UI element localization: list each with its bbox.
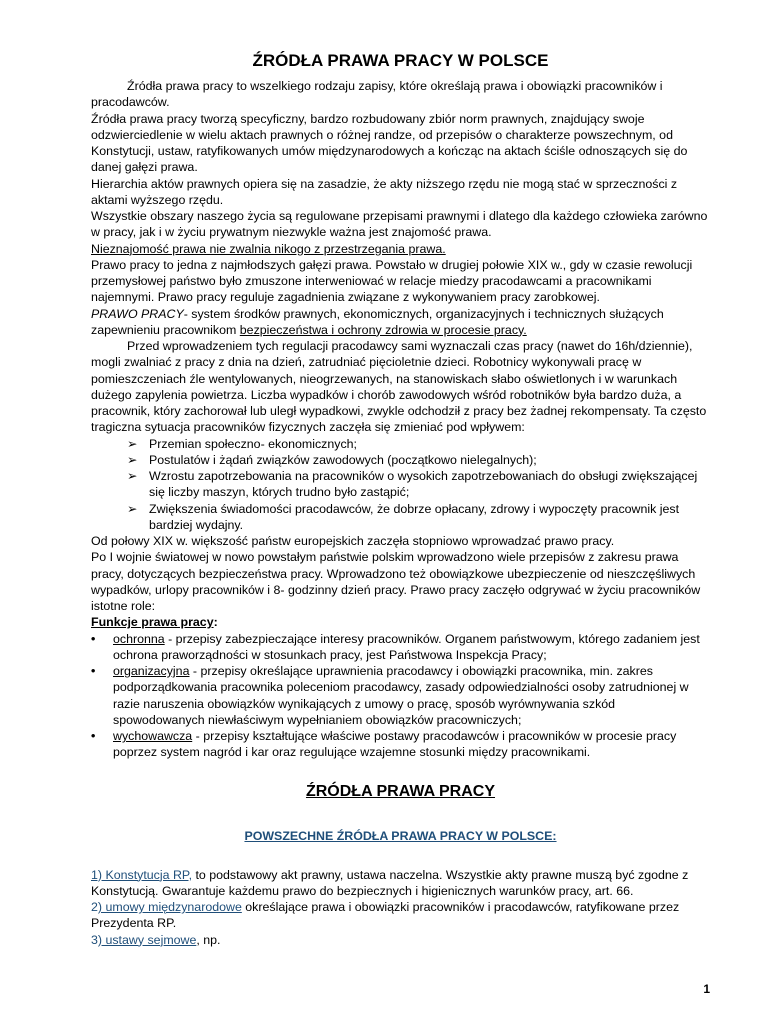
functions-heading: Funkcje prawa pracy: <box>91 615 218 630</box>
list-item: • ochronna - przepisy zabezpieczające interesy pracowników. Organem państwowym, którego zadaniem jest ochrona praworządności w stosunkach pracy, jest Państwowa Inspekcja Pracy; <box>91 631 700 662</box>
influences-list <box>91 436 710 534</box>
paragraph-regulation: Wszystkie obszary naszego życia są regulowane przepisami prawnymi i dlatego dla każdego człowieka zarówno w pracy, jak i w życiu prywatnym niezwykle ważna jest znajomość prawa. <box>91 209 708 240</box>
list-item: • organizacyjna - przepisy określające uprawnienia pracodawcy i obowiązki pracownika, min. zakres podporządkowania pracownika poleceniom pracodawcy, zasady odpowiedzialności osoby zatrudnionej w razie naruszenia obowiązków wynikających z umowy o pracę, sposób wyrównywania szkód spowodowanych niewłaściwym wypełnianiem obowiązków pracowniczych; <box>91 664 689 727</box>
sources-list <box>91 867 710 948</box>
page-number: 1 <box>703 982 710 996</box>
list-item: ➢ Postulatów i żądań związków zawodowych (początkowo nielegalnych); <box>127 452 537 467</box>
labor-law-term: PRAWO PRACY <box>91 306 184 321</box>
list-item: • wychowawcza - przepisy kształtujące właściwe postawy pracodawców i pracowników w procesie pracy poprzez system nagród i kar oraz regulujące wzajemne stosunki między pracownikami. <box>91 729 677 760</box>
list-item: ➢ Wzrostu zapotrzebowania na pracowników o wysokich zapotrzebowaniach do obsługi zwiększającej się liczby maszyn, których trudno było zastąpić; <box>127 469 698 500</box>
arrow-bullet-icon: ➢ <box>127 436 138 451</box>
list-item: ➢ Przemian społeczno- ekonomicznych; <box>127 436 357 451</box>
subsection-heading: POWSZECHNE ŹRÓDŁA PRAWA PRACY W POLSCE: <box>244 828 557 843</box>
paragraph-sources-description: Źródła prawa pracy tworzą specyficzny, bardzo rozbudowany zbiór norm prawnych, znajdujący swoje odzwierciedlenie w wielu aktach prawnych o różnej randze, od przepisów o charakterze powszechnym, od Konstytucji, ustaw, ratyfikowanych umów międzynarodowych a kończąc na aktach ściśle odnoszących się do danej gałęzi prawa. <box>91 111 688 175</box>
paragraph-europe: Od połowy XIX w. większość państw europejskich zaczęła stopniowo wprowadzać prawo pracy. <box>91 534 615 548</box>
paragraph-hierarchy: Hierarchia aktów prawnych opiera się na zasadzie, że akty niższego rzędu nie mogą stać w sprzeczności z aktami wyższego rzędu. <box>91 176 678 207</box>
arrow-bullet-icon: ➢ <box>127 501 138 516</box>
section-heading: ŹRÓDŁA PRAWA PRACY <box>305 782 496 800</box>
source-constitution: 1) Konstytucja RP, to podstawowy akt prawny, ustawa naczelna. Wszystkie akty prawne muszą być zgodne z Konstytucją. Gwarantuje każdemu prawo do bezpiecznych i higienicznych warunków pracy, art. 66. <box>91 867 689 898</box>
paragraph-ignorance-of-law: Nieznajomość prawa nie zwalnia nikogo z przestrzegania prawa. <box>91 241 446 256</box>
arrow-bullet-icon: ➢ <box>127 469 138 483</box>
functions-list <box>91 631 710 761</box>
paragraph-before-regulations: Przed wprowadzeniem tych regulacji pracodawcy sami wyznaczali czas pracy (nawet do 16h/dziennie), mogli zwalniać z pracy z dnia na dzień, zatrudniać pięcioletnie dzieci. Robotnicy wykonywali pracę w pomieszczeniach źle wentylowanych, nieogrzewanych, na stanowiskach słabo oświetlonych i w warunkach dużego zapylenia powietrza. Liczba wypadków i chorób zawodowych wśród robotników była bardzo duża, a pracownik, który zachorował lub uległ wypadkowi, zwykle odchodził z pracy bez żadnej rekompensaty. Ta często tragiczna sytuacja pracowników fizycznych zaczęła się zmieniać pod wpływem: <box>91 339 707 435</box>
bullet-icon: • <box>91 729 96 743</box>
source-international-agreements: 2) umowy międzynarodowe określające prawa i obowiązki pracowników i pracodawców, ratyfikowane przez Prezydenta RP. <box>91 900 680 931</box>
paragraph-intro: Źródła prawa pracy to wszelkiego rodzaju zapisy, które określają prawa i obowiązki pracowników i pracodawców. <box>91 79 663 110</box>
bullet-icon: • <box>91 631 96 646</box>
paragraph-labor-law-history: Prawo pracy to jedna z najmłodszych gałęzi prawa. Powstało w drugiej połowie XIX w., gdy w czasie rewolucji przemysłowej państwo było zmuszone interweniować w relacje miedzy pracodawcami a pracownikami najemnymi. Prawo pracy reguluje zagadnienia związane z wykonywaniem pracy zarobkowej. <box>91 257 693 305</box>
labor-law-definition-text: - system środków prawnych, ekonomicznych, organizacyjnych i technicznych służących zapewnieniu pracownikom <box>91 306 664 337</box>
source-parliament-acts: 3) ustawy sejmowe, np. <box>91 932 221 947</box>
paragraph-poland-after-ww1: Po I wojnie światowej w nowo powstałym państwie polskim wprowadzono wiele przepisów z zakresu prawa pracy, dotyczących bezpieczeństwa pracy. Wprowadzono też obowiązkowe ubezpieczenie od nieszczęśliwych wypadków, urlopy pracowników i 8- godzinny dzień pracy. Prawo pracy zaczęło odgrywać w życiu pracowników istotne role: <box>91 550 701 613</box>
paragraph-labor-law-definition <box>91 306 710 339</box>
arrow-bullet-icon: ➢ <box>127 452 138 467</box>
bullet-icon: • <box>91 664 96 678</box>
list-item: ➢ Zwiększenia świadomości pracodawców, że dobrze opłacany, zdrowy i wypoczęty pracownik jest bardziej wydajny. <box>127 501 680 532</box>
labor-law-definition-underlined: bezpieczeństwa i ochrony zdrowia w procesie pracy. <box>239 322 527 337</box>
document-title: ŹRÓDŁA PRAWA PRACY W POLSCE <box>252 51 549 70</box>
